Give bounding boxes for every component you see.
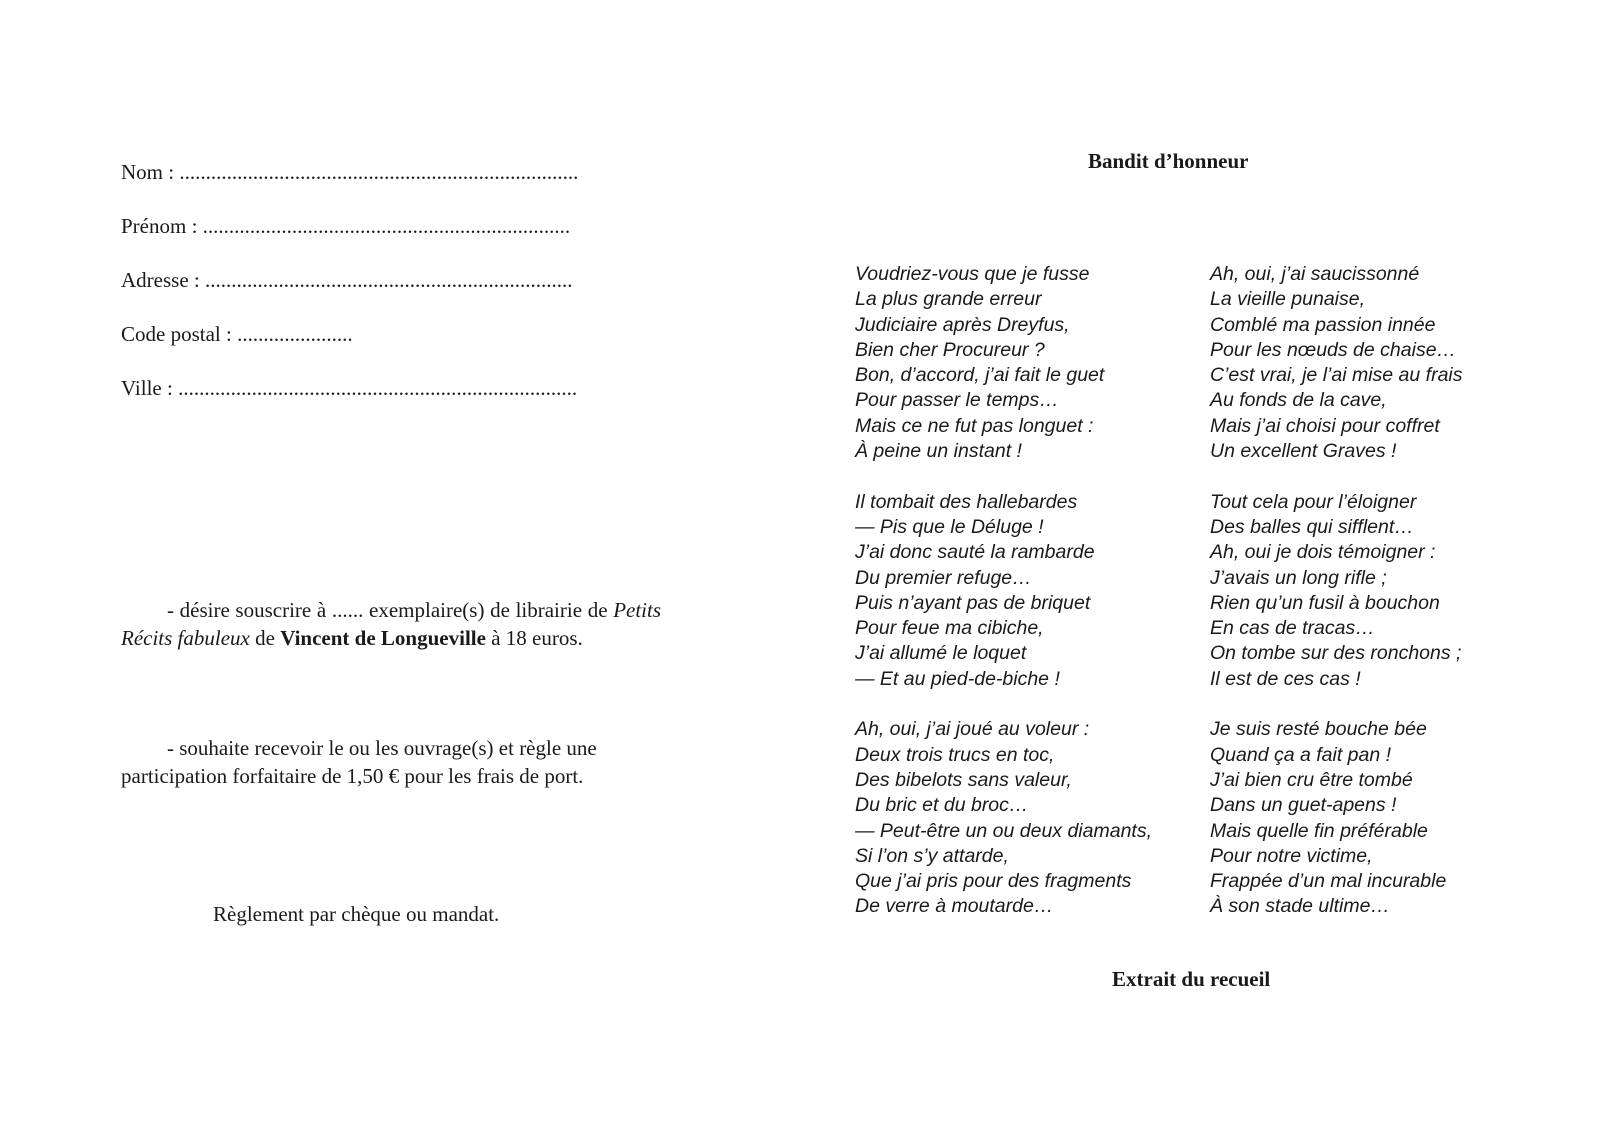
author-name: Vincent de Longueville	[280, 626, 486, 650]
verse: Judiciaire après Dreyfus,	[855, 313, 1070, 336]
verse: Pour notre victime,	[1210, 844, 1373, 867]
field-label: Nom :	[121, 160, 175, 184]
verse: On tombe sur des ronchons ;	[1210, 642, 1462, 665]
verse: Rien qu’un fusil à bouchon	[1210, 591, 1440, 614]
verse: J’ai donc sauté la rambarde	[855, 541, 1095, 564]
payment-note: Règlement par chèque ou mandat.	[213, 902, 500, 926]
verse: Du bric et du broc…	[855, 794, 1029, 817]
verse: Deux trois trucs en toc,	[855, 743, 1055, 766]
field-ville	[121, 376, 577, 400]
verse: Comblé ma passion innée	[1210, 313, 1436, 336]
verse: — Peut-être un ou deux diamants,	[855, 819, 1153, 842]
verse: Mais ce ne fut pas longuet :	[855, 414, 1094, 437]
field-adresse	[121, 268, 572, 292]
verse: — Pis que le Déluge !	[855, 515, 1044, 538]
stanza	[1210, 490, 1463, 692]
verse: La vieille punaise,	[1210, 288, 1366, 311]
stanza	[855, 262, 1152, 464]
poem-footer: Extrait du recueil	[1112, 967, 1271, 991]
verse: Pour les nœuds de chaise…	[1210, 338, 1457, 361]
field-dots: ......................	[237, 322, 353, 346]
subscription-de: de	[255, 626, 275, 650]
stanza	[1210, 262, 1463, 464]
poem-panel	[800, 0, 1600, 1132]
field-code-postal	[121, 322, 353, 346]
field-label: Ville :	[121, 376, 173, 400]
verse: Je suis resté bouche bée	[1210, 718, 1427, 741]
verse: Tout cela pour l’éloigner	[1210, 490, 1417, 513]
verse: Pour feue ma cibiche,	[855, 617, 1044, 640]
verse: Ah, oui je dois témoigner :	[1210, 541, 1436, 564]
field-dots: ............................................................................	[178, 376, 578, 400]
stanza	[1210, 717, 1463, 919]
poem-title: Bandit d’honneur	[1088, 149, 1249, 173]
verse: Si l’on s’y attarde,	[855, 844, 1009, 867]
field-label: Code postal :	[121, 322, 232, 346]
verse: Bien cher Procureur ?	[855, 338, 1045, 361]
verse: Mais j’ai choisi pour coffret	[1210, 414, 1440, 437]
field-nom	[121, 160, 578, 184]
verse: À son stade ultime…	[1210, 895, 1390, 918]
verse: J’avais un long rifle ;	[1210, 566, 1387, 589]
verse: Ah, oui, j’ai saucissonné	[1210, 263, 1420, 285]
verse: Mais quelle fin préférable	[1210, 819, 1428, 842]
field-dots: ......................................................................	[204, 268, 573, 292]
subscription-text: - désire souscrire à ...... exemplaire(s) de librairie de	[167, 598, 608, 622]
verse: Du premier refuge…	[855, 566, 1032, 589]
poem-column-right	[1210, 262, 1463, 920]
verse: Il tombait des hallebardes	[855, 490, 1078, 513]
subscription-paragraph	[121, 596, 661, 652]
verse: Des bibelots sans valeur,	[855, 768, 1072, 791]
verse: — Et au pied-de-biche !	[855, 667, 1060, 690]
verse: J’ai bien cru être tombé	[1210, 768, 1413, 791]
poem-column-left	[855, 262, 1152, 920]
verse: Quand ça a fait pan !	[1210, 743, 1392, 766]
verse: Ah, oui, j’ai joué au voleur :	[855, 718, 1090, 741]
verse: Que j’ai pris pour des fragments	[855, 870, 1132, 893]
shipping-paragraph	[121, 734, 661, 790]
verse: De verre à moutarde…	[855, 895, 1054, 918]
verse: Voudriez-vous que je fusse	[855, 263, 1090, 285]
book-title: Petits Récits fabuleux	[121, 598, 662, 650]
verse: Bon, d’accord, j’ai fait le guet	[855, 364, 1105, 387]
shipping-text: - souhaite recevoir le ou les ouvrage(s) et règle une participation forfaitaire de 1,50 € pour les frais de port.	[121, 736, 597, 788]
field-label: Prénom :	[121, 214, 198, 238]
verse: Un excellent Graves !	[1210, 440, 1397, 463]
verse: J’ai allumé le loquet	[855, 642, 1027, 665]
subscription-price: à 18 euros.	[491, 626, 583, 650]
verse: Au fonds de la cave,	[1210, 389, 1387, 412]
verse: Dans un guet-apens !	[1210, 794, 1397, 817]
field-prenom	[121, 214, 570, 238]
field-label: Adresse :	[121, 268, 200, 292]
stanza	[855, 717, 1152, 919]
stanza	[855, 490, 1152, 692]
verse: Pour passer le temps…	[855, 389, 1059, 412]
verse: Frappée d’un mal incurable	[1210, 870, 1447, 893]
verse: En cas de tracas…	[1210, 617, 1375, 640]
field-dots: ......................................................................	[202, 214, 571, 238]
verse: Des balles qui sifflent…	[1210, 515, 1414, 538]
verse: Puis n’ayant pas de briquet	[855, 591, 1091, 614]
field-dots: ............................................................................	[179, 160, 579, 184]
verse: Il est de ces cas !	[1210, 667, 1361, 690]
verse: C’est vrai, je l’ai mise au frais	[1210, 364, 1463, 387]
verse: À peine un instant !	[855, 440, 1022, 463]
verse: La plus grande erreur	[855, 288, 1042, 311]
